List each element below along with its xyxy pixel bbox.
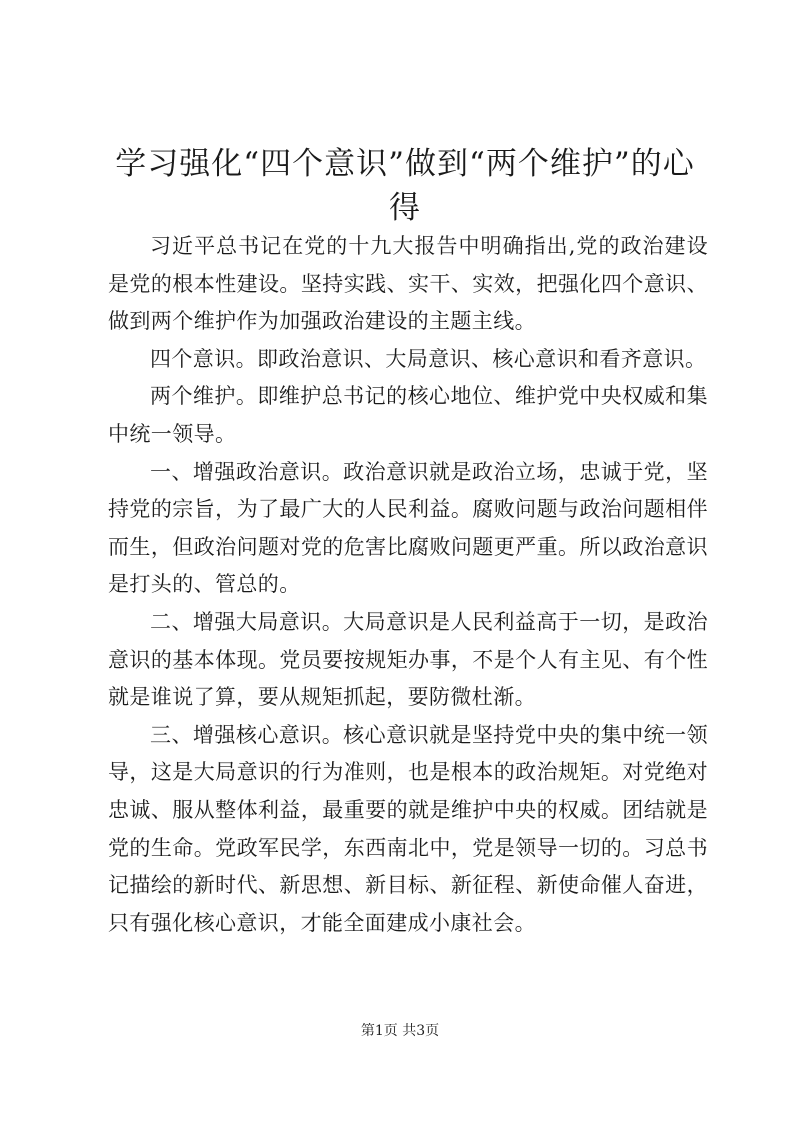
paragraph-intro: 习近平总书记在党的十九大报告中明确指出,党的政治建设是党的根本性建设。坚持实践、实干、实效，把强化四个意识、做到两个维护作为加强政治建设的主题主线。 <box>108 234 708 334</box>
paragraph-four-consciousness: 四个意识。即政治意识、大局意识、核心意识和看齐意识。 <box>150 346 707 371</box>
document-body <box>108 228 708 942</box>
paragraph-two-safeguards: 两个维护。即维护总书记的核心地位、维护党中央权威和集中统一领导。 <box>108 384 708 446</box>
paragraph-core-consciousness: 三、增强核心意识。核心意识就是坚持党中央的集中统一领导，这是大局意识的行为准则，也是根本的政治规矩。对党绝对忠诚、服从整体利益，最重要的就是维护中央的权威。团结就是党的生命。党政军民学，东西南北中，党是领导一切的。习总书记描绘的新时代、新思想、新目标、新征程、新使命催人奋进，只有强化核心意识，才能全面建成小康社会。 <box>108 722 708 935</box>
paragraph-political-consciousness: 一、增强政治意识。政治意识就是政治立场，忠诚于党，坚持党的宗旨，为了最广大的人民利益。腐败问题与政治问题相伴而生，但政治问题对党的危害比腐败问题更严重。所以政治意识是打头的、管总的。 <box>108 459 708 597</box>
page-number-footer: 第1页 共3页 <box>360 1023 440 1039</box>
document-title: 学习强化“四个意识”做到“两个维护”的心得 <box>115 146 695 226</box>
paragraph-overall-consciousness: 二、增强大局意识。大局意识是人民利益高于一切，是政治意识的基本体现。党员要按规矩办事，不是个人有主见、有个性就是谁说了算，要从规矩抓起，要防微杜渐。 <box>108 609 708 710</box>
